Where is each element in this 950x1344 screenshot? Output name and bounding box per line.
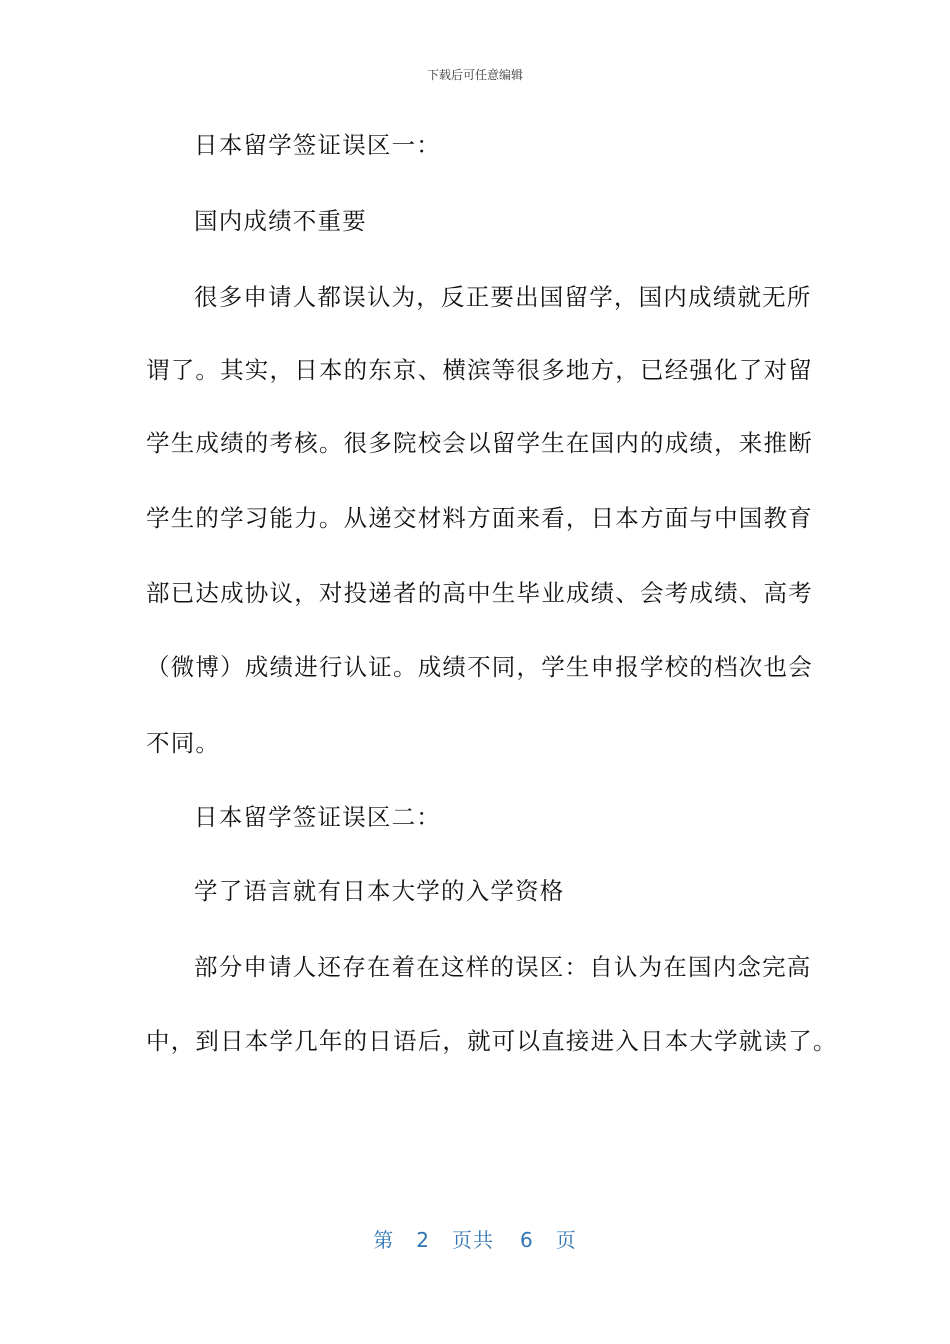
section-subheading-2: 学了语言就有日本大学的入学资格 — [194, 877, 565, 905]
current-page-number: 2 — [416, 1228, 430, 1252]
footer-suffix: 页 — [555, 1228, 577, 1252]
paragraph-line: 学生的学习能力。从递交材料方面来看，日本方面与中国教育 — [146, 504, 813, 532]
paragraph-line: 很多申请人都误认为，反正要出国留学，国内成绩就无所 — [194, 283, 812, 311]
section-heading-1: 日本留学签证误区一： — [194, 131, 441, 159]
section-heading-2: 日本留学签证误区二： — [194, 803, 441, 831]
paragraph-line: 不同。 — [146, 729, 221, 757]
footer-prefix: 第 — [373, 1228, 395, 1252]
footer-middle: 页共 — [452, 1228, 494, 1252]
paragraph-line: 学生成绩的考核。很多院校会以留学生在国内的成绩，来推断 — [146, 429, 813, 457]
paragraph-line: （微博）成绩进行认证。成绩不同，学生申报学校的档次也会 — [146, 653, 813, 681]
page-header: 下载后可任意编辑 — [426, 68, 523, 82]
page-footer — [0, 1224, 950, 1253]
paragraph-line: 中，到日本学几年的日语后，就可以直接进入日本大学就读了。 — [146, 1027, 838, 1055]
total-pages-number: 6 — [520, 1228, 534, 1252]
section-subheading-1: 国内成绩不重要 — [194, 207, 367, 235]
paragraph-line: 部分申请人还存在着在这样的误区：自认为在国内念完高 — [194, 953, 812, 981]
paragraph-line: 部已达成协议，对投递者的高中生毕业成绩、会考成绩、高考 — [146, 579, 813, 607]
paragraph-line: 谓了。其实，日本的东京、横滨等很多地方，已经强化了对留 — [146, 356, 813, 384]
